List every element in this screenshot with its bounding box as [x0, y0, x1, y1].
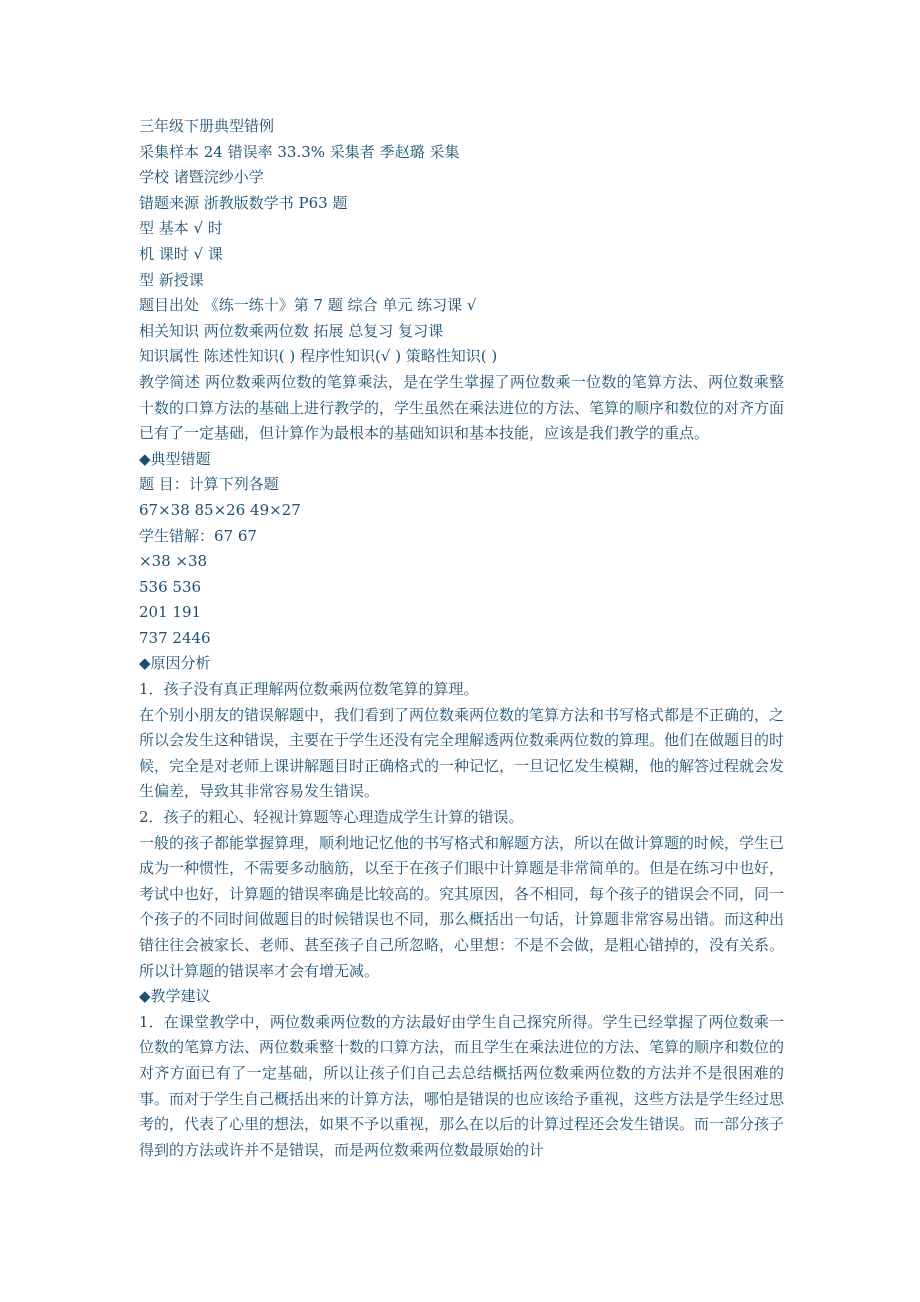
errors-line: 536 536: [139, 577, 202, 596]
errors-line: 题 目：计算下列各题: [139, 475, 279, 494]
meta-line-school: 学校 诸暨浣纱小学: [139, 168, 264, 187]
meta-line-sample: 采集样本 24 错误率 33.3% 采集者 季赵璐 采集: [139, 142, 460, 161]
meta-line-source: 错题来源 浙教版数学书 P63 题: [139, 193, 348, 212]
errors-line: 201 191: [139, 603, 202, 622]
reasons-point-2: 2．孩子的粗心、轻视计算题等心理造成学生计算的错误。: [139, 808, 524, 827]
reasons-paragraph-1: 在个别小朋友的错误解题中，我们看到了两位数乘两位数的笔算方法和书写格式都是不正确的，之所以会发生这种错误，主要在于学生还没有完全理解透两位数乘两位数的算理。他们在做题目的时候，完全是对老师上课讲解题目时正确格式的一种记忆，一旦记忆发生模糊，他的解答过程就会发生偏差，导致其非常容易发生错误。: [139, 705, 785, 801]
meta-line-attributes: 知识属性 陈述性知识( ) 程序性知识(√ ) 策略性知识( ): [139, 347, 498, 366]
document-page: [139, 114, 784, 1163]
meta-line-related: 相关知识 两位数乘两位数 拓展 总复习 复习课: [139, 321, 444, 340]
intro-paragraph: 教学简述 两位数乘两位数的笔算乘法，是在学生掌握了两位数乘一位数的笔算方法、两位数乘整十数的口算方法的基础上进行教学的，学生虽然在乘法进位的方法、笔算的顺序和数位的对齐方面已有了一定基础，但计算作为最根本的基础知识和基本技能，应该是我们教学的重点。: [139, 372, 785, 443]
errors-line: ×38 ×38: [139, 552, 208, 571]
errors-line: 67×38 85×26 49×27: [139, 500, 301, 519]
reasons-heading: ◆原因分析: [139, 654, 211, 673]
errors-heading: ◆典型错题: [139, 449, 211, 468]
meta-line-timing: 机 课时 √ 课: [139, 244, 223, 263]
meta-line-lesson-type: 型 新授课: [139, 270, 204, 289]
doc-title: 三年级下册典型错例: [139, 117, 275, 135]
suggestions-paragraph-1: 1．在课堂教学中，两位数乘两位数的方法最好由学生自己探究所得。学生已经掌握了两位数乘一位数的笔算方法、两位数乘整十数的口算方法，而且学生在乘法进位的方法、笔算的顺序和数位的对齐方面已有了一定基础，所以让孩子们自己去总结概括两位数乘两位数的方法并不是很困难的事。而对于学生自己概括出来的计算方法，哪怕是错误的也应该给予重视，这些方法是学生经过思考的，代表了心里的想法，如果不予以重视，那么在以后的计算过程还会发生错误。而一部分孩子得到的方法或许并不是错误，而是两位数乘两位数最原始的计: [139, 1012, 785, 1159]
reasons-paragraph-2: 一般的孩子都能掌握算理，顺利地记忆他的书写格式和解题方法，所以在做计算题的时候，学生已成为一种惯性，不需要多动脑筋，以至于在孩子们眼中计算题是非常简单的。但是在练习中也好，考试中也好，计算题的错误率确是比较高的。究其原因，各不相同，每个孩子的错误会不同，同一个孩子的不同时间做题目的时候错误也不同，那么概括出一句话，计算题非常容易出错。而这种出错往往会被家长、老师、甚至孩子自己所忽略，心里想：不是不会做，是粗心错掉的，没有关系。所以计算题的错误率才会有增无减。: [139, 833, 785, 980]
suggestions-heading: ◆教学建议: [139, 987, 211, 1006]
meta-line-type: 型 基本 √ 时: [139, 219, 223, 238]
meta-line-origin: 题目出处 《练一练十》第 7 题 综合 单元 练习课 √: [139, 296, 477, 315]
errors-line: 学生错解：67 67: [139, 526, 257, 545]
reasons-point-1: 1．孩子没有真正理解两位数乘两位数笔算的算理。: [139, 680, 479, 699]
errors-line: 737 2446: [139, 628, 211, 647]
